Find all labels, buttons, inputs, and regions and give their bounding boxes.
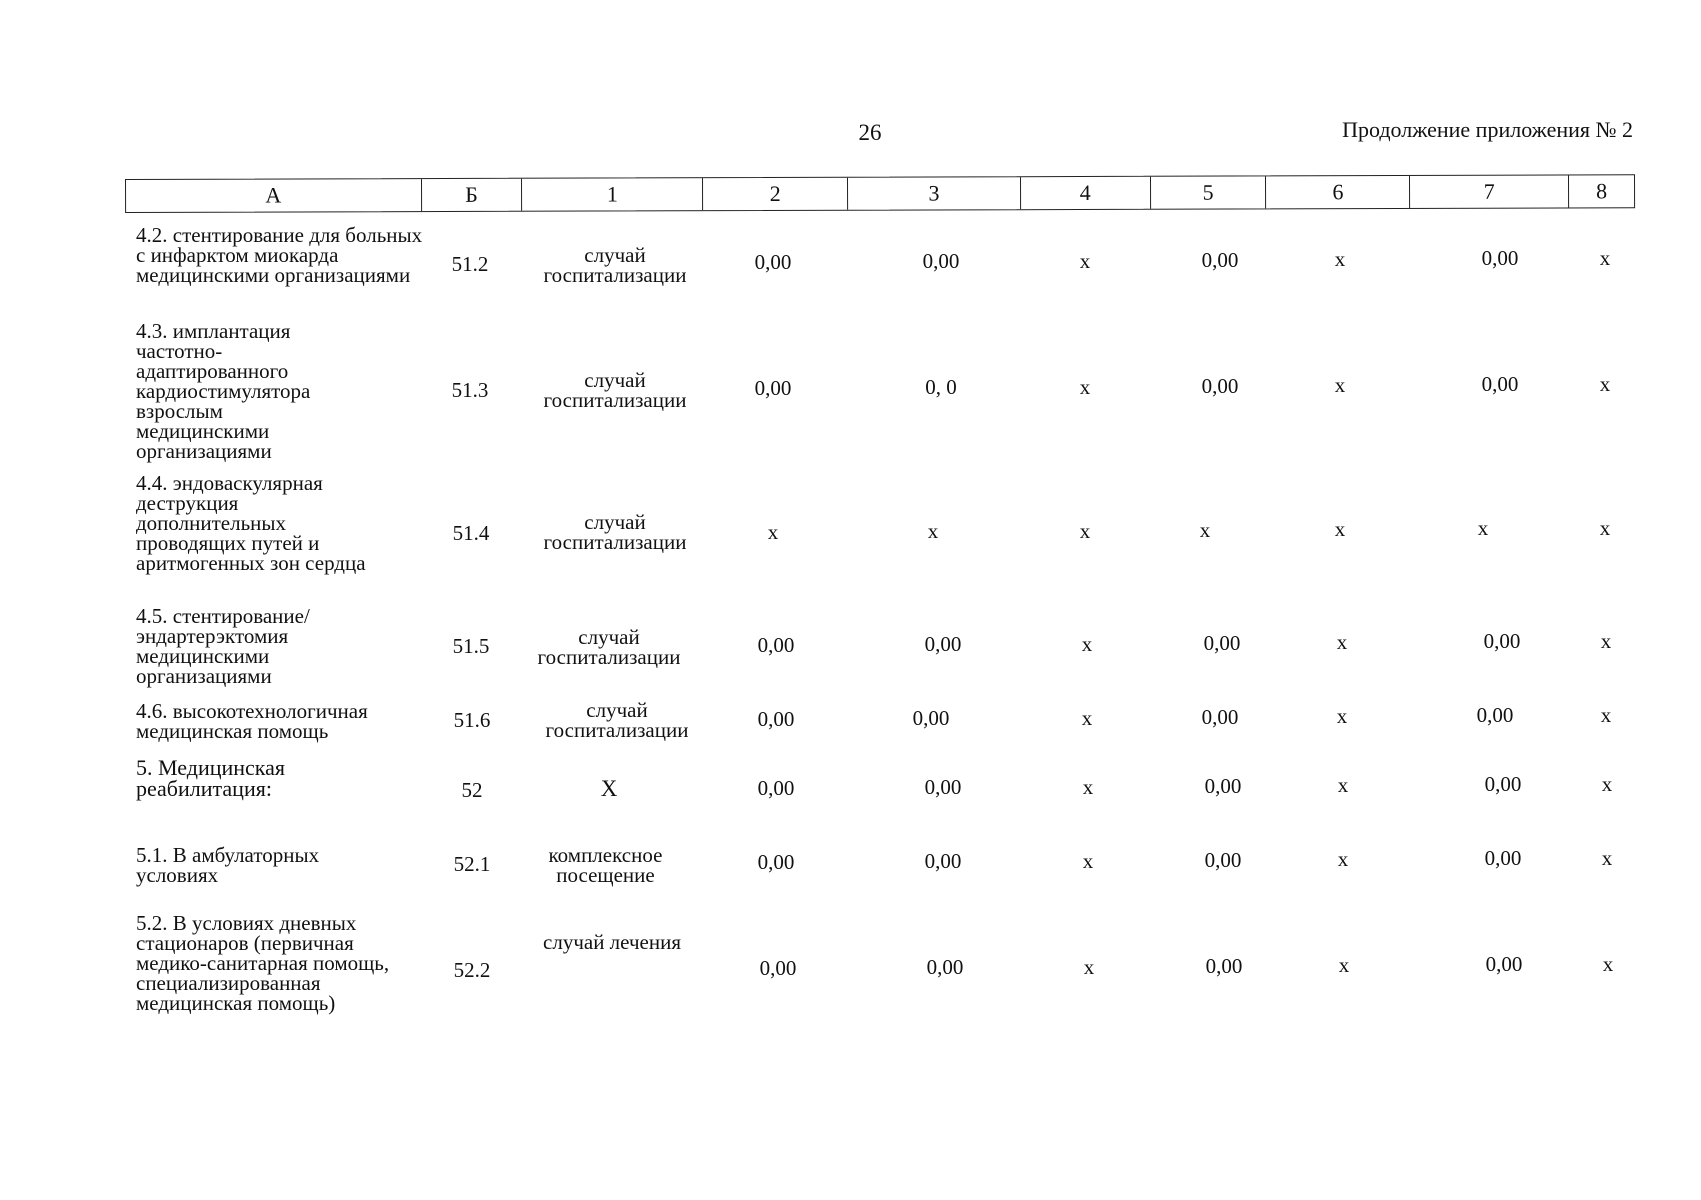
row-value-col-5: 0,00 bbox=[1201, 374, 1239, 398]
header-col-2: 2 bbox=[703, 178, 848, 210]
row-unit: случай госпитализации bbox=[543, 368, 687, 412]
row-value-col-8: х bbox=[1600, 629, 1612, 653]
row-value-col-4: х bbox=[1083, 955, 1095, 979]
row-value-col-4: х bbox=[1079, 519, 1091, 543]
row-name: 4.3. имплантация частотно-адаптированного кардиостимулятора взрослым медицинскими организациями bbox=[136, 319, 311, 463]
row-value-col-7: 0,00 bbox=[1485, 952, 1523, 976]
row-value-col-2: 0,00 bbox=[757, 776, 795, 800]
row-value-col-3: 0,00 bbox=[924, 632, 962, 656]
row-unit: случай госпитализации bbox=[537, 625, 681, 669]
row-value-col-5: 0,00 bbox=[1204, 774, 1242, 798]
row-value-col-5: 0,00 bbox=[1203, 631, 1241, 655]
row-code: 51.3 bbox=[451, 378, 489, 402]
row-value-col-7: 0,00 bbox=[1484, 772, 1522, 796]
row-name: 5. Медицинская реабилитация: bbox=[136, 755, 286, 801]
row-value-col-4: х bbox=[1082, 775, 1094, 799]
row-value-col-4: х bbox=[1081, 632, 1093, 656]
row-value-col-3: 0,00 bbox=[912, 706, 950, 730]
row-value-col-3: 0, 0 bbox=[925, 375, 957, 399]
row-value-col-3: х bbox=[927, 519, 939, 543]
header-col-4: 4 bbox=[1021, 177, 1151, 209]
row-value-col-7: 0,00 bbox=[1484, 846, 1522, 870]
row-value-col-5: 0,00 bbox=[1204, 848, 1242, 872]
row-value-col-2: 0,00 bbox=[757, 633, 795, 657]
row-code: 51.2 bbox=[451, 252, 489, 276]
row-value-col-5: 0,00 bbox=[1201, 248, 1239, 272]
row-code: 51.5 bbox=[452, 634, 490, 658]
row-value-col-8: х bbox=[1600, 703, 1612, 727]
row-value-col-2: 0,00 bbox=[757, 707, 795, 731]
row-value-col-8: х bbox=[1602, 952, 1614, 976]
header-col-1: 1 bbox=[522, 178, 703, 211]
row-code: 52 bbox=[461, 778, 483, 802]
header-col-b: Б bbox=[422, 179, 523, 211]
row-name: 5.2. В условиях дневных стационаров (первичная медико-санитарная помощь, специализированная медицинская помощь) bbox=[136, 911, 390, 1015]
row-value-col-2: 0,00 bbox=[754, 376, 792, 400]
row-value-col-6: х bbox=[1334, 517, 1346, 541]
row-value-col-4: х bbox=[1082, 849, 1094, 873]
row-value-col-6: х bbox=[1337, 773, 1349, 797]
row-value-col-5: х bbox=[1199, 518, 1211, 542]
header-col-7: 7 bbox=[1410, 175, 1569, 207]
row-value-col-7: 0,00 bbox=[1483, 629, 1521, 653]
row-code: 51.6 bbox=[453, 708, 491, 732]
row-value-col-8: х bbox=[1601, 846, 1613, 870]
row-unit: случай госпитализации bbox=[543, 243, 687, 287]
row-value-col-4: х bbox=[1079, 375, 1091, 399]
row-code: 52.2 bbox=[453, 958, 491, 982]
page-number: 26 bbox=[858, 120, 882, 145]
row-value-col-6: х bbox=[1334, 247, 1346, 271]
row-unit: Х bbox=[600, 776, 618, 801]
row-value-col-5: 0,00 bbox=[1201, 705, 1239, 729]
row-value-col-3: 0,00 bbox=[924, 849, 962, 873]
header-col-8: 8 bbox=[1596, 178, 1608, 204]
row-value-col-7: 0,00 bbox=[1481, 246, 1519, 270]
row-value-col-4: х bbox=[1079, 249, 1091, 273]
row-code: 51.4 bbox=[452, 521, 490, 545]
row-value-col-2: 0,00 bbox=[754, 250, 792, 274]
row-unit: случай госпитализации bbox=[543, 510, 687, 554]
row-value-col-3: 0,00 bbox=[924, 775, 962, 799]
row-name: 4.6. высокотехнологичная медицинская помощь bbox=[136, 699, 368, 743]
header-col-5: 5 bbox=[1151, 176, 1267, 208]
header-col-3: 3 bbox=[848, 177, 1021, 210]
row-name: 4.5. стентирование/ эндартерэктомия медицинскими организациями bbox=[136, 604, 310, 688]
row-value-col-7: х bbox=[1477, 516, 1489, 540]
row-value-col-6: х bbox=[1336, 704, 1348, 728]
appendix-continuation-label: Продолжение приложения № 2 bbox=[1342, 117, 1633, 142]
row-value-col-8: х bbox=[1599, 372, 1611, 396]
row-value-col-6: х bbox=[1334, 373, 1346, 397]
row-value-col-6: х bbox=[1338, 953, 1350, 977]
row-name: 4.2. стентирование для больных с инфарктом миокарда медицинскими организациями bbox=[136, 223, 423, 287]
row-value-col-8: х bbox=[1601, 772, 1613, 796]
row-value-col-8: х bbox=[1599, 246, 1611, 270]
row-value-col-7: 0,00 bbox=[1481, 372, 1519, 396]
row-value-col-6: х bbox=[1336, 630, 1348, 654]
row-value-col-4: х bbox=[1081, 706, 1093, 730]
row-value-col-6: х bbox=[1337, 847, 1349, 871]
row-value-col-5: 0,00 bbox=[1205, 954, 1243, 978]
table-header bbox=[125, 174, 1635, 213]
row-value-col-3: 0,00 bbox=[926, 955, 964, 979]
row-value-col-7: 0,00 bbox=[1476, 703, 1514, 727]
row-name: 5.1. В амбулаторных условиях bbox=[136, 843, 320, 887]
row-value-col-2: 0,00 bbox=[757, 850, 795, 874]
row-unit: комплексное посещение bbox=[548, 843, 663, 887]
row-unit: случай лечения bbox=[543, 930, 681, 954]
row-value-col-8: х bbox=[1599, 516, 1611, 540]
row-code: 52.1 bbox=[453, 852, 491, 876]
row-value-col-2: х bbox=[767, 520, 779, 544]
header-col-a: А bbox=[126, 179, 422, 212]
row-name: 4.4. эндоваскулярная деструкция дополнительных проводящих путей и аритмогенных зон сердца bbox=[136, 471, 366, 575]
row-value-col-2: 0,00 bbox=[759, 956, 797, 980]
row-value-col-3: 0,00 bbox=[922, 249, 960, 273]
row-unit: случай госпитализации bbox=[545, 698, 689, 742]
header-col-6: 6 bbox=[1266, 176, 1410, 208]
